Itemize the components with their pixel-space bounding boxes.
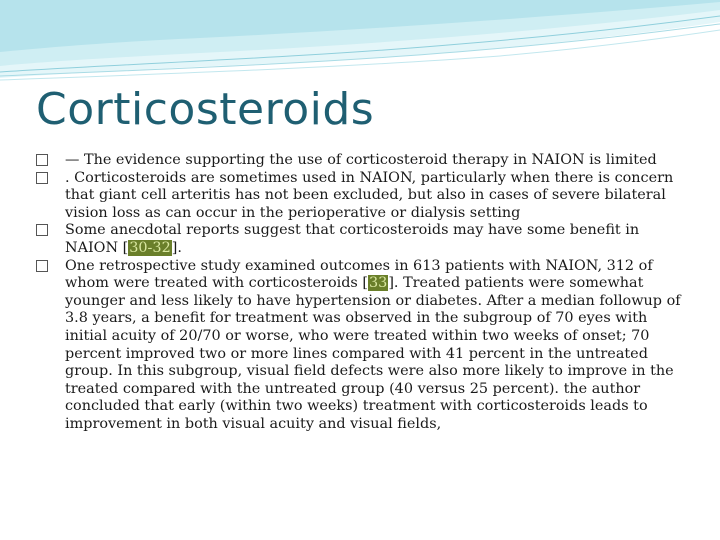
bullet-text-after: ].	[171, 239, 182, 256]
checkbox-bullet-icon	[36, 260, 48, 272]
bullet-item	[36, 170, 686, 223]
bullet-item	[36, 222, 686, 257]
bullet-text: . Corticosteroids are sometimes used in NAION, particularly when there is concern that giant cell arteritis has not been excluded, but also in cases of severe bilateral vision loss as can occur in the perioperative or dialysis setting	[65, 169, 674, 221]
bullet-text-before: One retrospective study examined outcomes in 613 patients with NAION, 312 of whom were treated with corticosteroids [	[65, 257, 653, 292]
reference-link[interactable]: 33	[369, 275, 388, 292]
checkbox-bullet-icon	[36, 154, 48, 166]
bullet-item	[36, 258, 686, 434]
reference-link[interactable]: 30-32	[129, 239, 171, 256]
bullet-text: — The evidence supporting the use of corticosteroid therapy in NAION is limited	[65, 152, 657, 168]
checkbox-bullet-icon	[36, 224, 48, 236]
bullet-item	[36, 152, 686, 170]
slide-title: Corticosteroids	[36, 84, 375, 135]
bullet-text-before: Some anecdotal reports suggest that corticosteroids may have some benefit in NAION [	[65, 222, 640, 256]
checkbox-bullet-icon	[36, 172, 48, 184]
bullet-list	[36, 152, 686, 434]
bullet-text-after: ]. Treated patients were somewhat younger and less likely to have hypertension or diabetes. After a median followup of 3.8 years, a benefit for treatment was observed in the subgroup of 70 eyes with initial acuity of 20/70 or worse, who were treated within two weeks of onset; 70 percent improved two or more lines compared with 41 percent in the untreated group. In this subgroup, visual field defects were also more likely to improve in the treated compared with the untreated group (40 versus 25 percent). the author concluded that early (within two weeks) treatment with corticosteroids leads to improvement in both visual acuity and visual fields,	[65, 275, 681, 432]
decorative-wave-header	[0, 0, 720, 90]
